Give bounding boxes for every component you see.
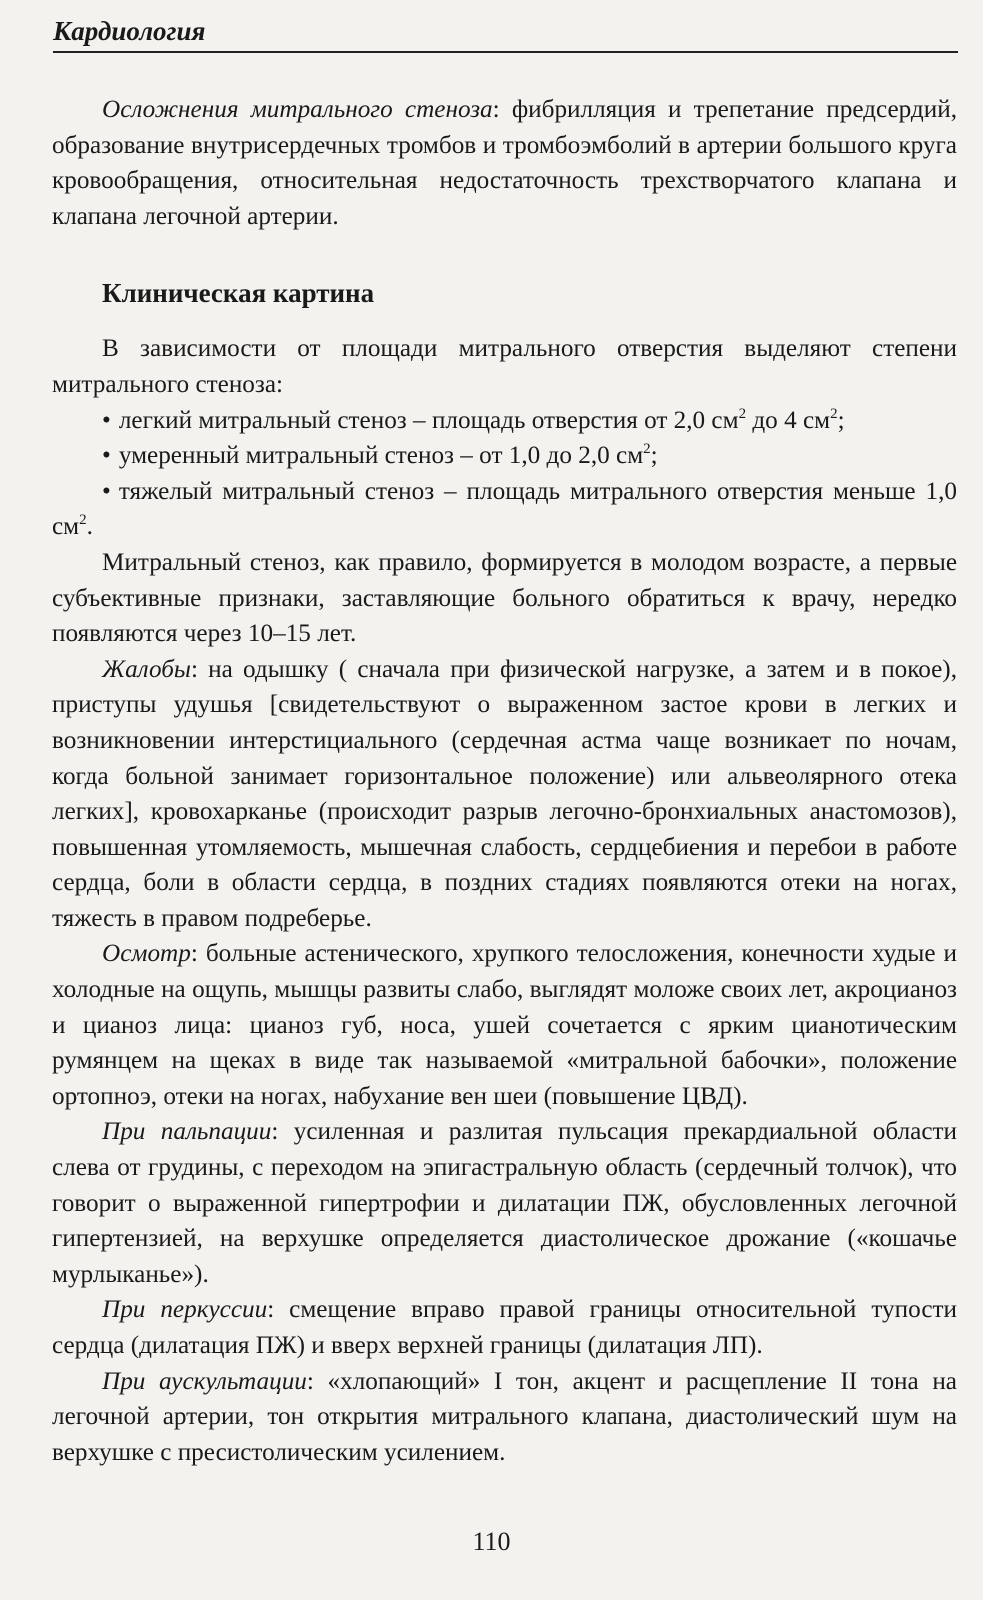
palpation-paragraph [52,1114,957,1292]
inspection-text: : больные астенического, хрупкого телосложения, конечности худые и холодные на ощупь, мышцы развиты слабо, выглядят моложе своих лет, акроцианоз и цианоз лица: цианоз губ, носа, ушей сочетается с ярким цианотическим румянцем на щеках в виде так называемой «митральной бабочки», положение ортопноэ, отеки на ногах, набухание вен шеи (повышение ЦВД). [52,940,957,1110]
complications-lead: Осложнения митрального стеноза [102,96,493,123]
list-item: • тяжелый митральный стеноз – площадь митрального отверстия меньше 1,0 $см^2$. [52,474,957,545]
complications-text: : фибрилляция и трепетание предсердий, образование внутрисердечных тромбов и тромбоэмболий в артерии большого круга кровообращения, относительная недостаточность трехстворчатого клапана и клапана легочной артерии. [52,96,957,230]
palpation-lead: При пальпации [102,1118,272,1146]
inspection-paragraph [52,936,957,1114]
list-item: • легкий митральный стеноз – площадь отверстия от 2,0 $см^2$ до 4 $см^2$; [52,403,957,439]
section-heading: Клиническая картина [102,278,375,309]
percussion-text: : смещение вправо правой границы относительной тупости сердца (дилатация ПЖ) и вверх верхней границы (дилатация ЛП). [52,1296,957,1359]
palpation-text: : усиленная и разлитая пульсация прекардиальной области слева от грудины, с переходом на эпигастральную область (сердечный толчок), что говорит о выраженной гипертрофии и дилатации ПЖ, обусловленных легочной гипертензией, на верхушке определяется диастолическое дрожание («кошачье мурлыканье»). [52,1118,957,1288]
auscultation-paragraph [52,1364,957,1471]
degrees-intro: В зависимости от площади митрального отверстия выделяют степени митрального стеноза: [52,335,957,398]
onset-paragraph: Митральный стеноз, как правило, формируется в молодом возрасте, а первые субъективные признаки, заставляющие больного обратиться к врачу, нередко появляются через 10–15 лет. [52,548,957,648]
running-head: Кардиология [53,14,958,53]
complaints-text: : на одышку ( сначала при физической нагрузке, а затем и в покое), приступы удушья [свидетельствуют о выраженном застое крови в легких и возникновении интерстициального (сердечная астма чаще возникает по ночам, когда больной занимает горизонтальное положение) или альвеолярного отека легких], кровохарканье (происходит разрыв легочно-бронхиальных анастомозов), повышенная утомляемость, мышечная слабость, сердцебиения и перебои в работе сердца, боли в области сердца, в поздних стадиях появляются отеки на ногах, тяжесть в правом подреберье. [52,655,957,932]
inspection-lead: Осмотр [102,940,191,968]
degrees-list [52,403,957,545]
auscultation-text: : «хлопающий» I тон, акцент и расщепление II тона на легочной артерии, тон открытия митрального клапана, диастолический шум на верхушке с пресистолическим усилением. [52,1367,957,1466]
bullet-icon: • [102,442,111,470]
complaints-lead: Жалобы [102,655,191,683]
bullet-icon: • [102,406,111,434]
page-number: 110 [472,1527,511,1556]
bullet-icon: • [102,477,111,505]
list-item: • умеренный митральный стеноз – от 1,0 до 2,0 $см^2$; [52,438,957,474]
percussion-lead: При перкуссии [102,1296,268,1324]
complications-paragraph [52,92,957,234]
body-text [52,92,957,1470]
auscultation-lead: При аускультации [102,1367,307,1395]
complaints-paragraph [52,652,957,937]
percussion-paragraph [52,1292,957,1363]
